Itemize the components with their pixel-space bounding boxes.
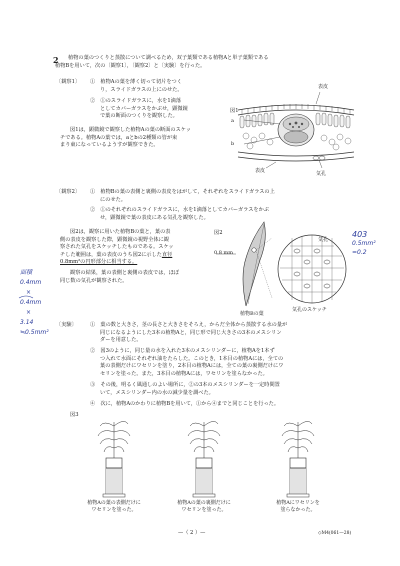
fig3-caption-3: 植物Aにワセリンを 塗らなかった。 [276, 500, 320, 513]
fig1-leaf-cross-section [236, 82, 356, 174]
question-intro: 植物の葉のつくりと蒸散について調べるため，双子葉類である植物Aと単子葉類である 植物Bを用いて，次の〔観察1〕，〔観察2〕と〔実験〕を行った。 [55, 55, 269, 69]
obs1-step1: ① 植物Aの葉を薄く切って切片をつく り，スライドガラスの上にのせた。 [90, 79, 183, 93]
fig1-label-upper: 表皮 [318, 84, 329, 90]
handwritten-margin-right: 403 0.5mm² =0.2 [352, 230, 376, 256]
fig1-label-lower: 表皮 [255, 168, 266, 174]
obs1-note: 図1は，顕微鏡で観察した植物Aの葉の断面のスケッ チである。植物Aの葉では，aとbの2種類の管が束 まり東になっているようすが観察できた。 [60, 127, 191, 149]
fig2-label-stoma: 気孔 [318, 237, 329, 243]
handwritten-underline [18, 288, 34, 300]
fig1-label-b: b [231, 141, 235, 147]
experiment-label: 〔実験〕 [56, 322, 77, 328]
obs2-underlined-diameter: 直径 [161, 251, 173, 258]
fig3-cylinder-3 [280, 414, 316, 498]
fig3-caption-2: 植物Aの葉の裏側だけに ワセリンを塗った。 [177, 500, 231, 513]
page-number: —（ 2 ）— [178, 530, 206, 536]
fig2-stoma-sketch [276, 232, 348, 306]
fig3-cylinder-2 [186, 414, 222, 498]
fig1-label-stoma: 気孔 [316, 171, 327, 177]
fig3-title: 図3 [70, 412, 79, 418]
handwritten-margin-left: 面積 0.4mm × 0.4mm × 3.14 ≒0.5mm² [20, 269, 49, 336]
obs2-step1: ① 植物Bの葉の表側と裏側の表皮をはがして，それぞれをスライドガラスの上 にのせた。 [90, 189, 275, 203]
obs1-step2: ② ①のスライドガラスに，水を1滴落 としてカバーガラスをかぶせ，顕微鏡 で葉の断面のつくりを観察した。 [90, 98, 188, 120]
fig3-caption-1: 植物Aの葉の表側だけに ワセリンを塗った。 [87, 500, 141, 513]
obs2-note1: 図2は，観察に用いた植物Bの葉と，葉の表 側の表皮を観察した際，顕微鏡の視野全体に観 察された気孔をスケッチしたものである。スケッ チした範囲は，葉の表皮のうち図2に示した直径 0.8mm²の円形部分に相当する。 [60, 229, 174, 266]
fig2-measure: 0.8 mm [214, 250, 234, 256]
experiment-step2: ② 図3のように，同じ量の水を入れた3本のメスシリンダーに，植物Aを1本ず つ入れて水面にそれぞれ油をたらした。このとき，1本目の植物Aには，全ての 葉の表側だけにワセリンを塗り，2本目の植物Aには，全ての葉の裏側だけにワ セリンを塗った。また，3本目の植物Aには，ワセリンを塗らなかった。 [90, 348, 284, 377]
fig3-cylinder-1 [96, 414, 132, 498]
fig2-caption-plant: 植物Bの葉 [240, 311, 264, 317]
fig2-caption-sketch: 気孔のスケッチ [292, 307, 327, 313]
fig2-title: 図2 [214, 230, 223, 236]
fig1-title: 図1 [230, 108, 239, 114]
fig1-label-a: a [231, 118, 234, 124]
fig2-leaf-drawing [212, 218, 278, 308]
experiment-step1: ① 葉の数と大きさ，茎の長さと大きさをそろえ，からだ全体から蒸散する水の量が 同じになるようにした3本の植物Aと，同じ形で同じ大きさの3本のメスシリン ダーを用意した。 [90, 322, 288, 344]
obs1-label: 〔観察1〕 [56, 79, 81, 85]
obs2-label: 〔観察2〕 [56, 189, 81, 195]
exam-code: ◇M4(061—28) [318, 531, 352, 536]
obs2-note2: 観察の結果，葉の表側と裏側の表皮では，ほぼ 同じ数の気孔が観察された。 [60, 270, 179, 284]
obs2-step2: ② ①のそれぞれのスライドガラスに，水を1滴落としてカバーガラスをかぶ せ，顕微鏡で葉の表皮にある気孔を観察した。 [90, 207, 269, 221]
question-number: 2 [53, 55, 59, 65]
experiment-step4: ④ 次に，植物Aのかわりに植物Bを用いて，①から④までと同じことを行った。 [90, 401, 280, 407]
experiment-step3: ③ その後，明るく風通しのよい場所に，②の3本のメスシリンダーを一定時間置 いて，メスシリンダー内の水の減少量を調べた。 [90, 382, 280, 396]
